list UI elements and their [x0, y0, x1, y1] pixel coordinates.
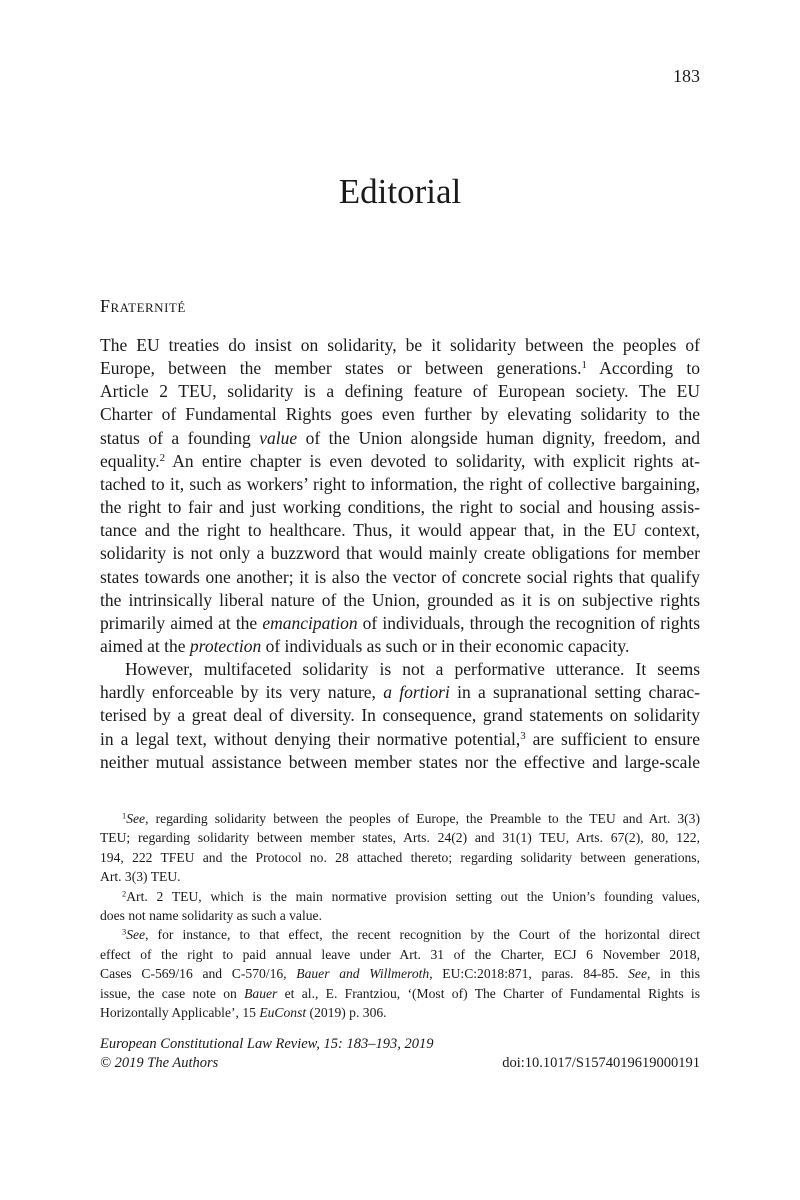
text-segment: Art. 3(3) TEU.	[100, 869, 181, 885]
text-segment: Article 2 TEU, solidarity is a defining feature of European society. The EU	[100, 381, 700, 402]
text-segment: According to	[586, 358, 700, 379]
italic-text: See	[126, 811, 146, 826]
italic-text: a fortiori	[383, 682, 450, 703]
footnote-line	[100, 966, 700, 982]
page-number: 183	[673, 66, 700, 86]
text-segment: tached to it, such as workers’ right to information, the right of collective bargaining,	[100, 473, 700, 494]
body-line	[100, 428, 700, 449]
section-heading: Fraternité	[100, 296, 186, 316]
footnote-line	[100, 869, 700, 885]
italic-text: See	[126, 927, 146, 943]
footnote-line	[100, 927, 700, 943]
body-line	[100, 381, 700, 402]
text-segment: does not name solidarity as such a value.	[100, 908, 322, 923]
text-segment: Art. 2 TEU, which is the main normative provision setting out the Union’s founding values,	[126, 888, 700, 904]
body-line	[100, 705, 700, 726]
text-segment: , EU:C:2018:871, paras. 84-85.	[429, 966, 629, 982]
footnote-line	[100, 889, 700, 905]
body-line	[100, 358, 700, 379]
footnote-line	[100, 811, 700, 827]
text-segment: , for instance, to that effect, the recent recognition by the Court of the horizontal direct	[145, 927, 700, 943]
text-segment: equality.	[100, 450, 160, 471]
text-segment: TEU; regarding solidarity between member states, Arts. 24(2) and 31(1) TEU, Arts. 67(2), 80, 122,	[100, 830, 700, 846]
text-segment: (2019) p. 306.	[306, 1005, 387, 1020]
body-line	[100, 474, 700, 495]
footnote-marker[interactable]: 1	[581, 359, 587, 372]
body-line	[100, 613, 700, 634]
footnote-marker[interactable]: 3	[122, 926, 127, 937]
text-segment: status of a founding	[100, 427, 260, 448]
text-segment: of individuals, through the recognition of rights	[357, 612, 700, 633]
text-segment: 194, 222 TFEU and the Protocol no. 28 attached thereto; regarding solidarity between generations,	[100, 849, 700, 865]
text-segment: neither mutual assistance between member states nor the effective and large-scale	[100, 751, 700, 772]
italic-text: See	[628, 966, 647, 982]
body-line	[100, 659, 700, 680]
text-segment: tance and the right to healthcare. Thus, it would appear that, in the EU context,	[100, 520, 700, 541]
text-segment: in a supranational setting charac-	[449, 682, 701, 703]
text-segment: , regarding solidarity between the peoples of Europe, the Preamble to the TEU and Art. 3(3)	[145, 811, 700, 826]
footnote-marker[interactable]: 2	[159, 451, 166, 464]
journal-citation: European Constitutional Law Review, 15: 183–193, 2019	[100, 1036, 434, 1052]
footnote-line	[100, 947, 700, 963]
body-line	[100, 636, 700, 657]
body-line	[100, 451, 700, 472]
text-segment: issue, the case note on	[100, 985, 245, 1001]
text-segment: , in this	[646, 966, 701, 982]
footer-copyright-row	[100, 1055, 700, 1072]
body-line	[100, 335, 700, 356]
footnote-line	[100, 908, 700, 924]
body-line	[100, 520, 700, 541]
body-line	[100, 497, 700, 518]
text-segment: An entire chapter is even devoted to solidarity, with explicit rights at-	[165, 450, 700, 471]
text-segment: Horizontally Applicable’, 15	[100, 1005, 260, 1020]
body-line	[100, 404, 700, 425]
text-segment: et al., E. Frantziou, ‘(Most of) The Charter of Fundamental Rights is	[277, 985, 700, 1001]
text-segment: solidarity is not only a buzzword that would mainly create obligations for member	[100, 543, 700, 564]
footnote-line	[100, 1005, 700, 1021]
text-segment: Cases C-569/16 and C-570/16,	[100, 966, 297, 982]
body-line	[100, 729, 700, 750]
italic-text: emancipation	[262, 612, 358, 633]
italic-text: value	[259, 427, 298, 448]
text-segment: primarily aimed at the	[100, 612, 263, 633]
italic-text: Bauer and Willmeroth	[296, 966, 430, 982]
footnote-marker[interactable]: 2	[122, 887, 127, 898]
footnote-marker[interactable]: 3	[520, 729, 526, 742]
text-segment: Charter of Fundamental Rights goes even further by elevating solidarity to the	[100, 404, 700, 425]
text-segment: Europe, between the member states or between generations.	[100, 358, 582, 379]
body-line	[100, 682, 700, 703]
text-segment: effect of the right to paid annual leave under Art. 31 of the Charter, ECJ 6 November 2018,	[100, 946, 700, 962]
doi-link[interactable]: doi:10.1017/S1574019619000191	[502, 1055, 700, 1071]
text-segment: hardly enforceable by its very nature,	[100, 682, 384, 703]
italic-text: protection	[189, 635, 262, 656]
footnote-line	[100, 850, 700, 866]
text-segment: However, multifaceted solidarity is not a performative utterance. It seems	[125, 659, 700, 680]
footer-journal	[100, 1036, 700, 1053]
text-segment: are sufficient to ensure	[525, 728, 700, 749]
text-segment: aimed at the	[100, 635, 190, 656]
body-line	[100, 752, 700, 773]
text-segment: terised by a great deal of diversity. In consequence, grand statements on solidarity	[100, 705, 700, 726]
footnote-marker[interactable]: 1	[122, 810, 127, 821]
page-title: Editorial	[338, 172, 462, 211]
body-line	[100, 567, 700, 588]
body-line	[100, 543, 700, 564]
text-segment: states towards one another; it is also the vector of concrete social rights that qualify	[100, 566, 700, 587]
text-segment: the intrinsically liberal nature of the Union, grounded as it is on subjective rights	[100, 589, 700, 610]
text-segment: The EU treaties do insist on solidarity, be it solidarity between the peoples of	[100, 335, 700, 355]
footnote-line	[100, 830, 700, 846]
text-segment: of the Union alongside human dignity, freedom, and	[297, 427, 700, 448]
text-segment: in a legal text, without denying their normative potential,	[100, 728, 521, 749]
text-segment: of individuals as such or in their economic capacity.	[261, 635, 630, 656]
copyright: © 2019 The Authors	[100, 1055, 219, 1071]
footnote-line	[100, 986, 700, 1002]
body-line	[100, 590, 700, 611]
italic-text: EuConst	[259, 1005, 307, 1020]
italic-text: Bauer	[244, 985, 278, 1001]
text-segment: the right to fair and just working conditions, the right to social and housing assis-	[100, 497, 700, 518]
